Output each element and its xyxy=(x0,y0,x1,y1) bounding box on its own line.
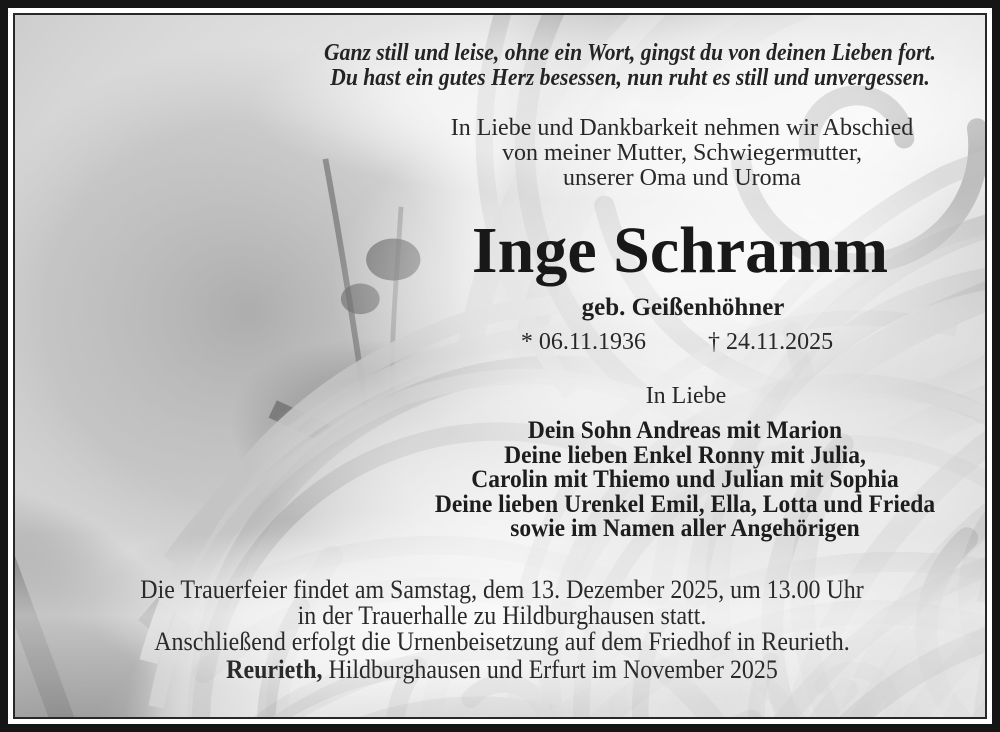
closing-line xyxy=(125,657,879,683)
deceased-name: Inge Schramm xyxy=(471,214,889,287)
closing-rest: Hildburghausen und Erfurt im November 2025 xyxy=(322,655,778,684)
intro-line: von meiner Mutter, Schwiegermutter, xyxy=(502,140,862,166)
verse-line: Ganz still und leise, ohne ein Wort, gingst du von deinen Lieben fort. xyxy=(324,40,936,66)
mourners-list xyxy=(384,419,986,542)
death-date: † 24.11.2025 xyxy=(708,329,834,355)
closing-places: Reurieth, xyxy=(226,655,323,684)
farewell-intro xyxy=(402,116,962,191)
intro-line: In Liebe und Dankbarkeit nehmen wir Abschied xyxy=(450,115,914,141)
mourner-line: Dein Sohn Andreas mit Marion xyxy=(527,417,843,444)
funeral-line: Die Trauerfeier findet am Samstag, dem 13. Dezember 2025, um 13.00 Uhr xyxy=(140,575,864,604)
verse-line: Du hast ein gutes Herz besessen, nun ruht es still und unvergessen. xyxy=(330,65,930,91)
mourner-line: Deine lieben Urenkel Emil, Ella, Lotta und Frieda xyxy=(434,490,936,518)
mourner-line: Carolin mit Thiemo und Julian mit Sophia xyxy=(471,466,899,493)
funeral-details xyxy=(125,577,879,683)
birth-date: * 06.11.1936 xyxy=(520,329,646,355)
birth-name: geb. Geißenhöhner xyxy=(581,294,785,321)
intro-line: unserer Oma und Uroma xyxy=(563,165,801,191)
memorial-verse xyxy=(288,41,972,91)
mourner-line: sowie im Namen aller Angehörigen xyxy=(510,515,860,542)
mourner-line: Deine lieben Enkel Ronny mit Julia, xyxy=(504,441,866,469)
funeral-line: in der Trauerhalle zu Hildburghausen statt. xyxy=(297,601,707,630)
funeral-line: Anschließend erfolgt die Urnenbeisetzung auf dem Friedhof in Reurieth. xyxy=(154,627,850,656)
life-dates xyxy=(397,330,957,354)
salutation: In Liebe xyxy=(645,383,727,409)
